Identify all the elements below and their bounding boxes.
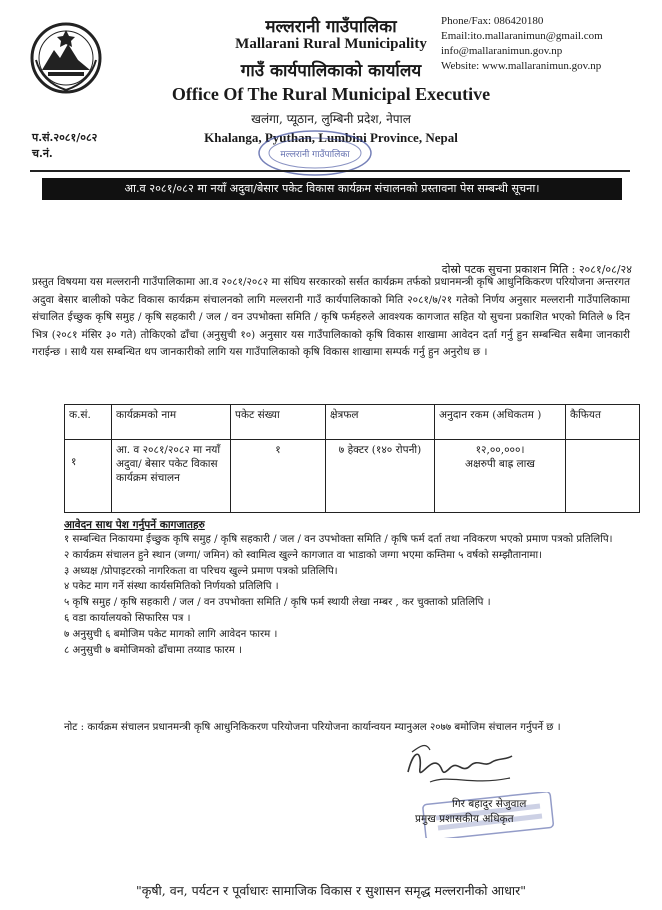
cell-sn: १ — [65, 440, 112, 513]
requirements-list — [64, 532, 630, 658]
list-item: ५ कृषि समुह / कृषि सहकारी / जल / वन उपभोक्ता समिति / कृषि फर्म स्थायी लेखा नम्बर , कर चुक्ताको प्रतिलिपि । — [64, 597, 491, 609]
requirements-title: आवेदन साथ पेश गर्नुपर्ने कागजातहरु — [64, 519, 205, 531]
address-en: Khalanga, Pyuthan, Lumbini Province, Nepal — [204, 130, 458, 145]
col-area: क्षेत्रफल — [326, 405, 435, 440]
office-name-en: Office Of The Rural Municipal Executive — [171, 84, 491, 104]
reference-number: प.सं.२०८१/०८२ — [32, 131, 98, 144]
list-item: ३ अध्यक्ष /प्रोपाइटरको नागरिकता वा परिचय खुल्ने प्रमाण पत्रको प्रतिलिपि। — [64, 565, 338, 577]
note: नोट : कार्यक्रम संचालन प्रधानमन्त्री कृषि आधुनिकिकरण परियोजना परियोजना कार्यान्वयन म्यानुअल २०७७ बमोजिम संचालन गर्नुपर्ने छ । — [64, 722, 561, 733]
amount-words: अक्षरुपी बाह्र लाख — [465, 458, 535, 470]
municipality-name-en: Mallarani Rural Municipality — [235, 36, 427, 52]
address-np: खलंगा, प्यूठान, लुम्बिनी प्रदेश, नेपाल — [251, 112, 411, 126]
col-sn: क.सं. — [65, 405, 112, 440]
list-item: २ कार्यक्रम संचालन हुने स्थान (जग्गा/ जमिन) को स्वामित्व खुल्ने कागजात वा भाडाको जग्गा भएमा कम्तिमा ५ वर्षको सम्झौतानामा। — [64, 549, 543, 561]
col-program: कार्यक्रमको नाम — [112, 405, 231, 440]
col-amount: अनुदान रकम (अधिकतम ) — [435, 405, 566, 440]
cell-amount — [435, 440, 566, 513]
amount-value: १२,००,०००। — [475, 444, 525, 456]
email-primary: Email:ito.mallaranimun@gmail.com — [441, 30, 603, 42]
handwritten-signature-icon — [400, 738, 520, 793]
signatory-name: गिर बहादुर सेजुवाल — [452, 798, 527, 810]
website: Website: www.mallaranimun.gov.np — [441, 60, 602, 72]
cell-program: आ. व २०८१/२०८२ मा नयाँ अदुवा/ बेसार पकेट विकास कार्यक्रम संचालन — [112, 440, 231, 513]
list-item: ६ वडा कार्यालयको सिफारिस पत्र । — [64, 612, 191, 624]
list-item: ७ अनुसुची ६ बमोजिम पकेट मागको लागि आवेदन फारम । — [64, 628, 278, 640]
cell-remarks — [566, 440, 640, 513]
office-name-np: गाउँ कार्यपालिकाको कार्यालय — [240, 61, 422, 81]
list-item: ८ अनुसुची ७ बमोजिमको ढाँचामा तय्याड फारम । — [64, 644, 242, 656]
col-remarks: कैफियत — [566, 405, 640, 440]
table-header-row — [65, 405, 640, 440]
email-secondary: info@mallaranimun.gov.np — [441, 45, 563, 57]
publication-date: दोस्रो पटक सुचना प्रकाशन मिति : २०८१/०८/२४ — [441, 263, 632, 276]
phone-fax: Phone/Fax: 086420180 — [441, 15, 544, 27]
dispatch-number: च.नं. — [32, 147, 53, 160]
contact-block — [441, 14, 603, 74]
table-row — [65, 440, 640, 513]
col-pockets: पकेट संख्या — [231, 405, 326, 440]
list-item: १ सम्बन्धित निकायमा ईच्छुक कृषि समुह / कृषि सहकारी / जल / वन उपभोक्ता समिति / कृषि फर्म दर्ता तथा नविकरण भएको प्रमाण पत्रको प्रतिलिपि। — [64, 534, 613, 545]
header-divider — [30, 170, 630, 172]
municipality-name-np: मल्लरानी गाउँपालिका — [265, 17, 397, 37]
footer-slogan: "कृषी, वन, पर्यटन र पूर्वाधारः सामाजिक विकास र सुशासन समृद्ध मल्लरानीको आधार" — [135, 883, 526, 898]
notice-title-banner: आ.व २०८१/०८२ मा नयाँ अदुवा/बेसार पकेट विकास कार्यक्रम संचालनको प्रस्तावना पेस सम्बन्धी सूचना। — [42, 178, 622, 200]
cell-pockets: १ — [231, 440, 326, 513]
program-table — [64, 404, 640, 513]
list-item: ४ पकेट माग गर्ने संस्था कार्यसमितिको निर्णयको प्रतिलिपि । — [64, 581, 279, 593]
notice-body: प्रस्तुत विषयमा यस मल्लरानी गाउँपालिकामा आ.व २०८१/२०८२ मा संघिय सरकारको सर्सत कार्यक्रम तर्फको प्रधानमन्त्री कृषि आधुनिकिकरण परियोजना अन्तरगत अदुवा बेसार बालीको पकेट विकास कार्यक्रम संचालनको लागि मल्लरानी गाउँ कार्यपालिकाको मिति २०८१/७/२१ गतेको निर्णय अनुसार मल्लरानी गाउँपालिकामा संचालित ईच्छुक कृषि समुह / कृषि सहकारी / जल / वन उपभोक्ता समिति / कृषि फर्महरुले आवश्यक कागजात सहित यो सुचना प्रकाशित भएको मितिले ७ दिन भित्र (२०८१ मंसिर ३० गते) तोकिएको ढाँचा (अनुसुची १०) अनुसार यस गाउँपालिकाको कृषि विकास शाखामा आवेदन दर्ता गर्नु हुन सम्बन्धित सबैमा जानकारी गराईन्छ । साथै यस सम्बन्धित थप जानकारीको लागि यस गाउँपालिकाको कृषि विकास शाखामा सम्पर्क गर्नु हुन अनुरोध छ । — [32, 276, 630, 358]
signatory-title: प्रमुख प्रशासकीय अधिकृत — [415, 813, 514, 825]
stamp-text: मल्लरानी गाउँपालिका — [280, 150, 350, 160]
cell-area: ७ हेक्टर (१४० रोपनी) — [326, 440, 435, 513]
